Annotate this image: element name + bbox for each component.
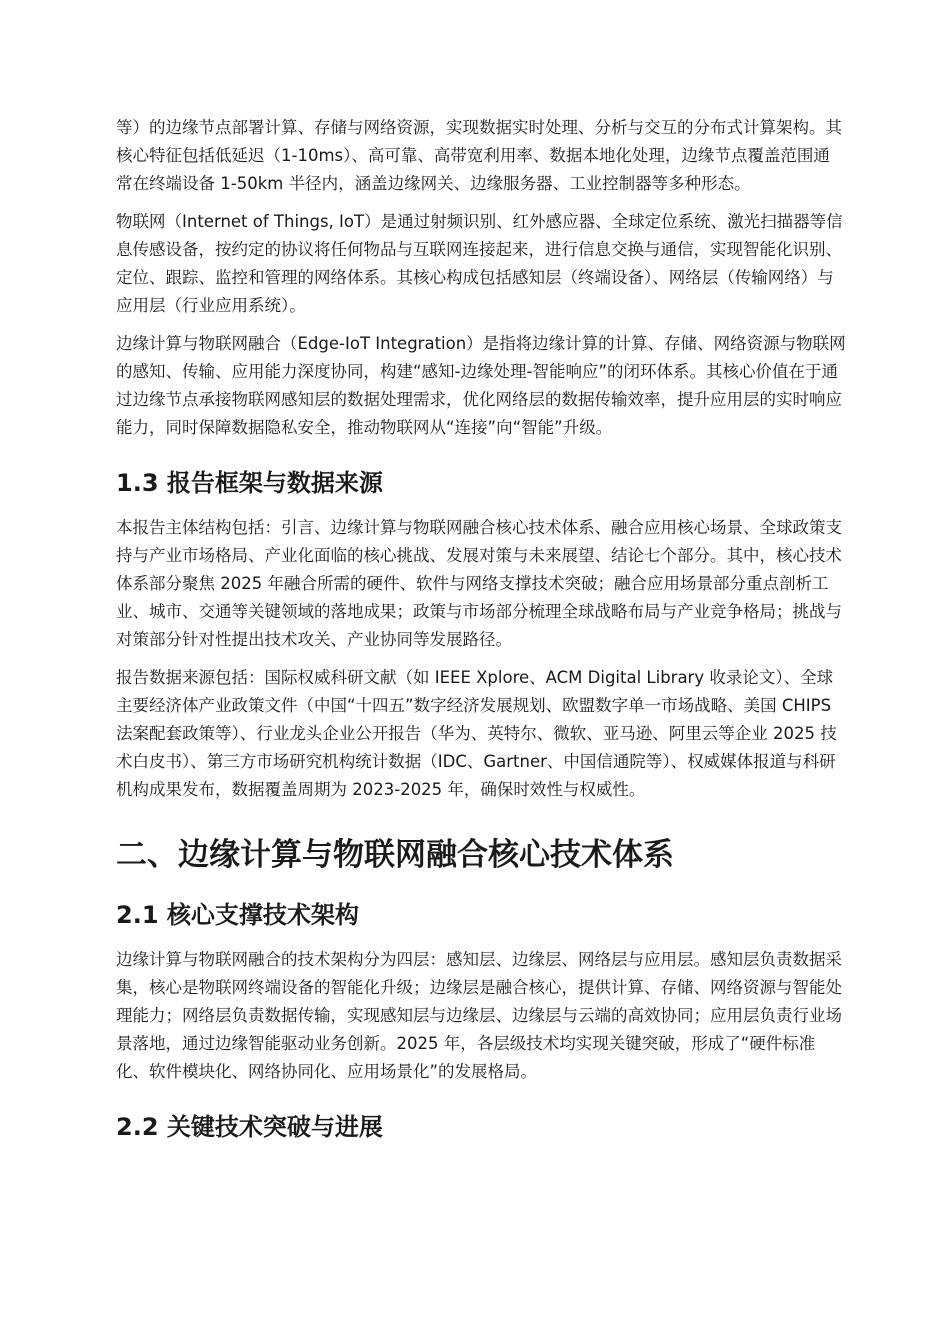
paragraph-report-structure: 本报告主体结构包括：引言、边缘计算与物联网融合核心技术体系、融合应用核心场景、全球政策支持与产业市场格局、产业化面临的核心挑战、发展对策与未来展望、结论七个部分。其中，核心技术体系部分聚焦 2025 年融合所需的硬件、软件与网络支撑技术突破；融合应用场景部分重点剖析工业、城市、交通等关键领域的落地成果；政策与市场部分梳理全球战略布局与产业竞争格局；挑战与对策部分针对性提出技术攻关、产业协同等发展路径。 [116,518,842,649]
paragraph-fusion-definition: 边缘计算与物联网融合（Edge-IoT Integration）是指将边缘计算的计算、存储、网络资源与物联网的感知、传输、应用能力深度协同，构建“感知-边缘处理-智能响应”的闭环体系。其核心价值在于通过边缘节点承接物联网感知层的数据处理需求，优化网络层的数据传输效率，提升应用层的实时响应能力，同时保障数据隐私安全，推动物联网从“连接”向“智能”升级。 [116,334,846,437]
section-heading-1-3: 1.3 报告框架与数据来源 [116,469,383,497]
chapter-heading-2: 二、边缘计算与物联网融合核心技术体系 [116,837,674,873]
paragraph-iot-definition: 物联网（Internet of Things, IoT）是通过射频识别、红外感应器、全球定位系统、激光扫描器等信息传感设备，按约定的协议将任何物品与互联网连接起来，进行信息交换与通信，实现智能化识别、定位、跟踪、监控和管理的网络体系。其核心构成包括感知层（终端设备）、网络层（传输网络）与应用层（行业应用系统）。 [116,212,843,315]
paragraph-edge-computing-definition: 等）的边缘节点部署计算、存储与网络资源，实现数据实时处理、分析与交互的分布式计算架构。其核心特征包括低延迟（1-10ms）、高可靠、高带宽利用率、数据本地化处理，边缘节点覆盖范围通常在终端设备 1-50km 半径内，涵盖边缘网关、边缘服务器、工业控制器等多种形态。 [116,118,842,193]
document-page [116,114,846,1158]
paragraph-tech-architecture: 边缘计算与物联网融合的技术架构分为四层：感知层、边缘层、网络层与应用层。感知层负责数据采集，核心是物联网终端设备的智能化升级；边缘层是融合核心，提供计算、存储、网络资源与智能处理能力；网络层负责数据传输，实现感知层与边缘层、边缘层与云端的高效协同；应用层负责行业场景落地，通过边缘智能驱动业务创新。2025 年，各层级技术均实现关键突破，形成了“硬件标准化、软件模块化、网络协同化、应用场景化”的发展格局。 [116,950,842,1081]
paragraph-data-sources: 报告数据来源包括：国际权威科研文献（如 IEEE Xplore、ACM Digital Library 收录论文）、全球主要经济体产业政策文件（中国“十四五”数字经济发展规划、欧盟数字单一市场战略、美国 CHIPS 法案配套政策等）、行业龙头企业公开报告（华为、英特尔、微软、亚马逊、阿里云等企业 2025 技术白皮书）、第三方市场研究机构统计数据（IDC、Gartner、中国信通院等）、权威媒体报道与科研机构成果发布，数据覆盖周期为 2023-2025 年，确保时效性与权威性。 [116,668,837,799]
section-heading-2-1: 2.1 核心支撑技术架构 [116,901,359,929]
section-heading-2-2: 2.2 关键技术突破与进展 [116,1113,383,1141]
